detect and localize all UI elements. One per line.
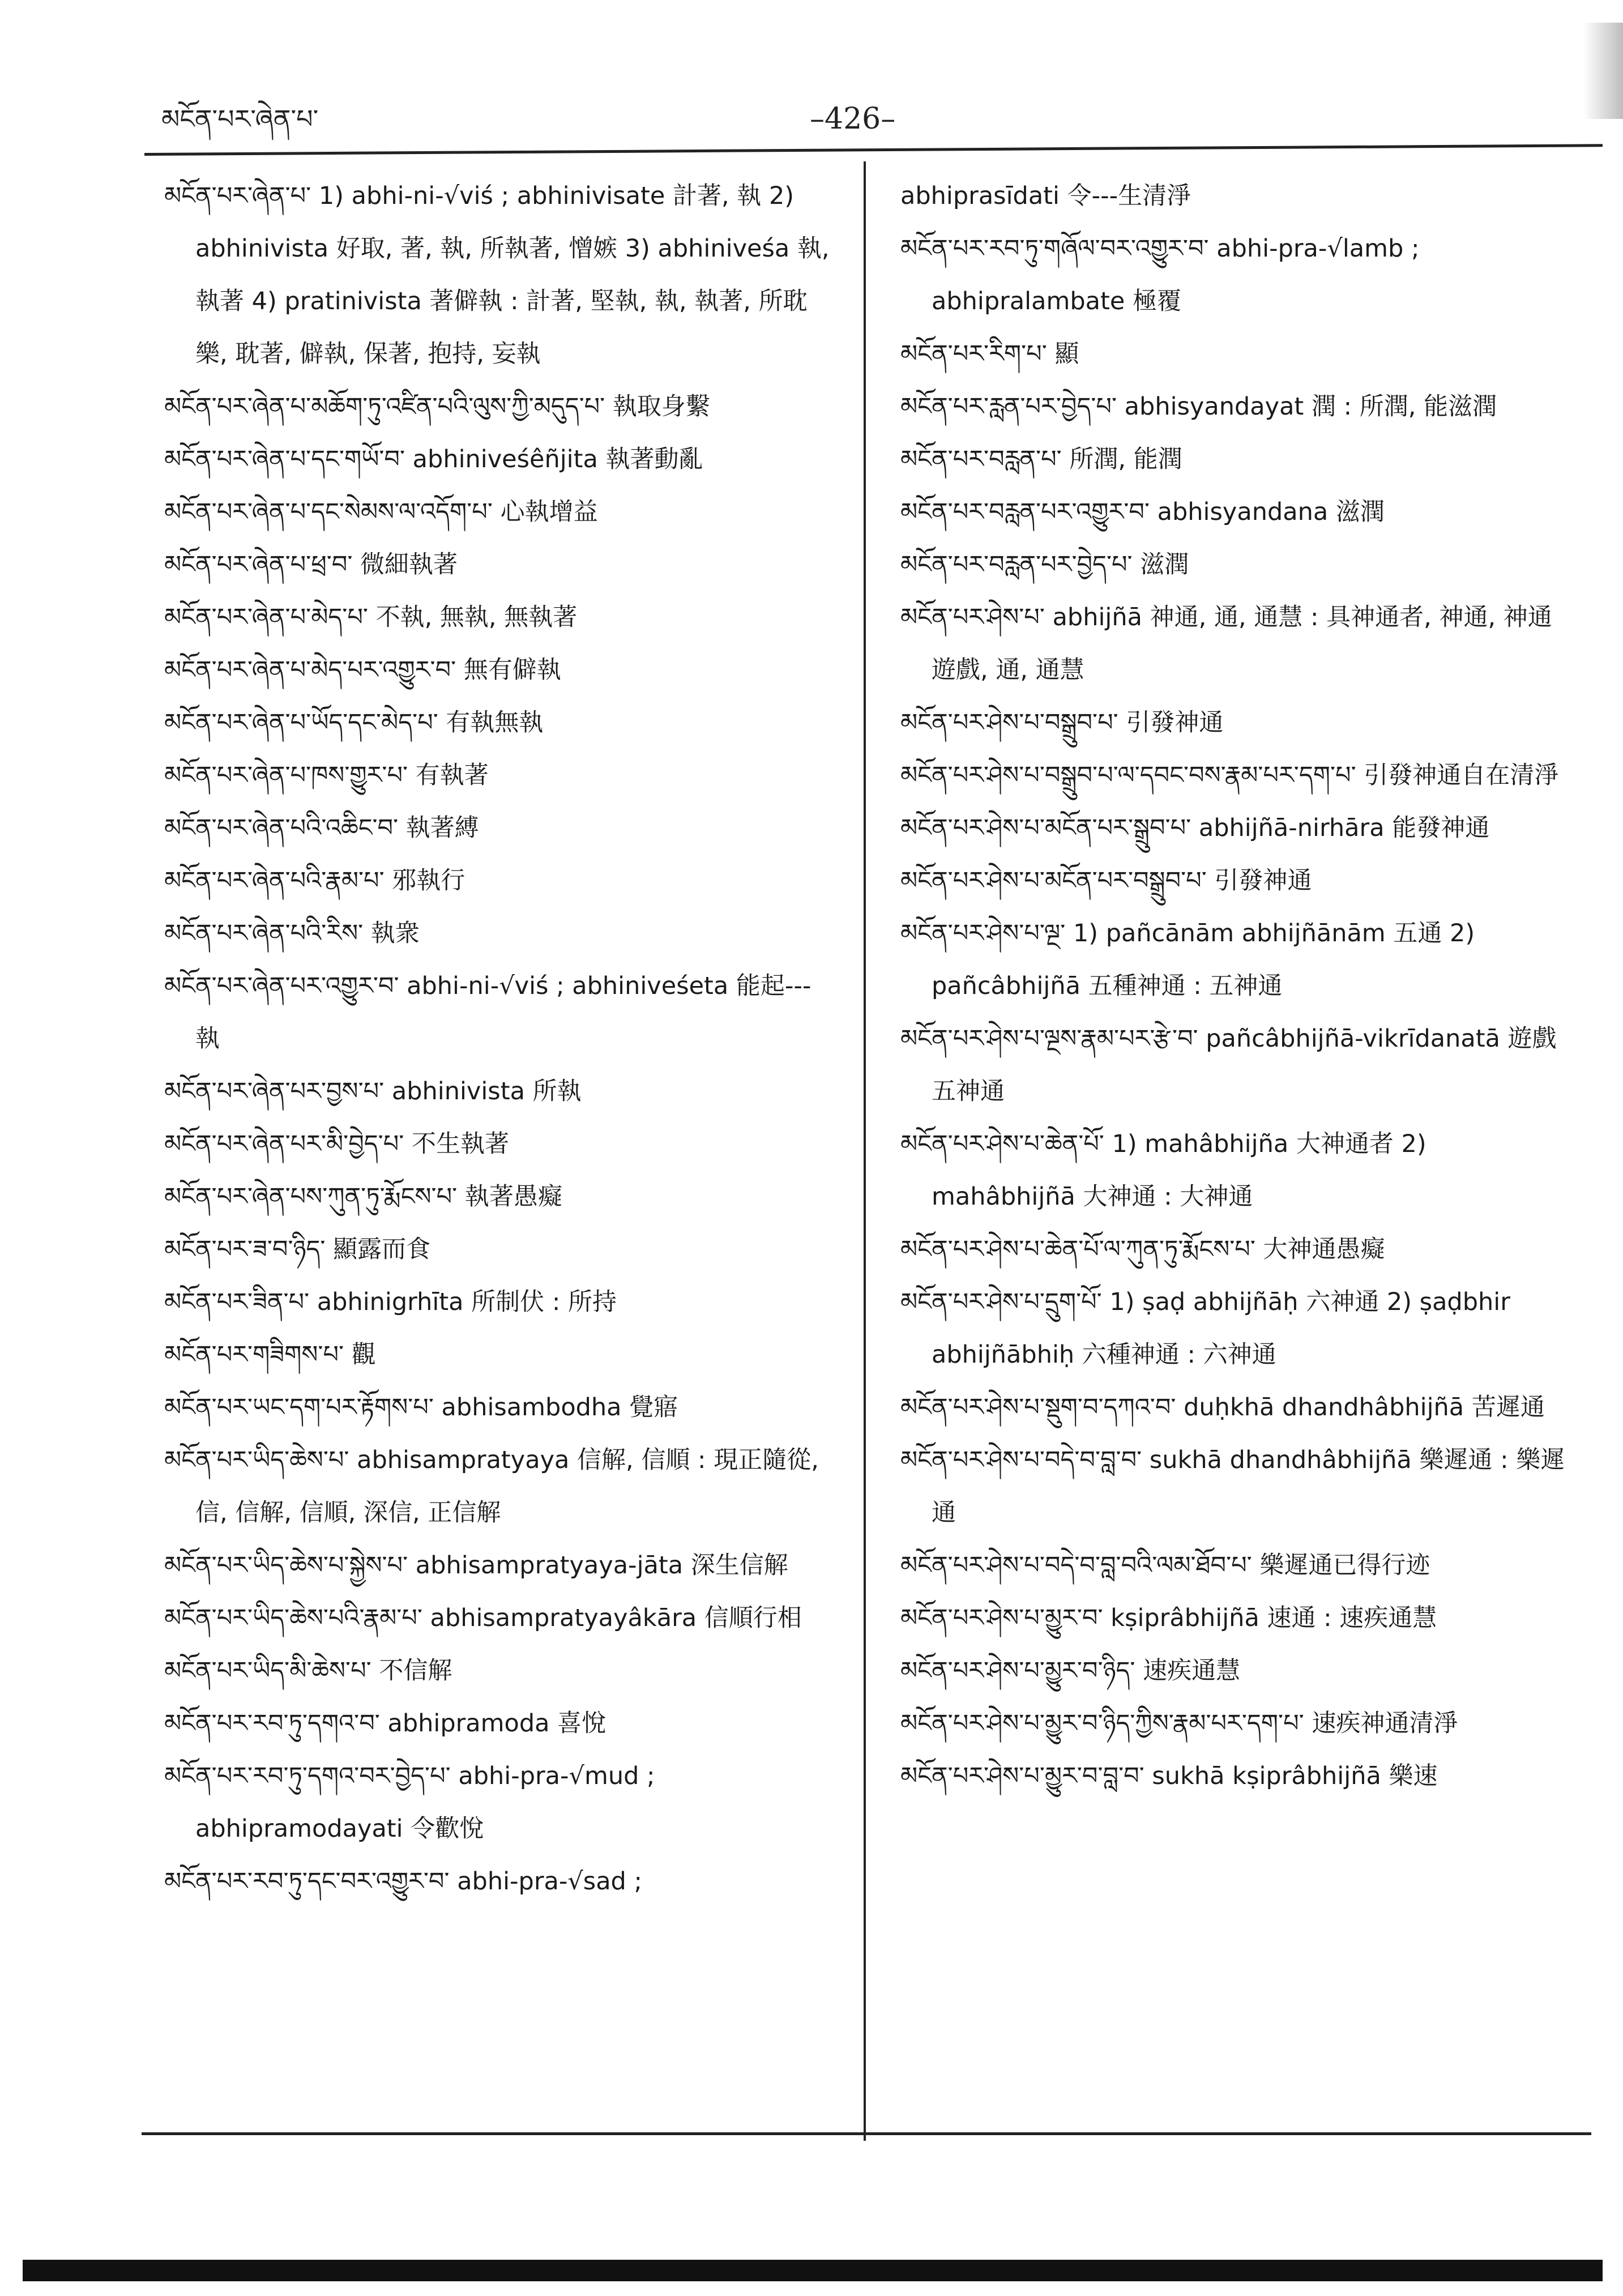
dictionary-entry: མངོན་པར་ཞེན་པ་ཁས་གྱུར་པ་ 有執著 xyxy=(164,761,489,789)
page-number: –426– xyxy=(810,102,896,136)
dictionary-entry: མངོན་པར་ཞེན་པར་བྱས་པ་ abhinivista 所執 xyxy=(164,1077,582,1106)
dictionary-entry: མངོན་པར་བརླན་པར་བྱེད་པ་ 滋潤 xyxy=(900,550,1189,579)
dictionary-entry: abhiprasīdati 令---生清淨 xyxy=(900,182,1191,210)
dictionary-entry: མངོན་པར་རབ་ཏུ་གཞོལ་བར་འགྱུར་བ་ abhi-pra-√lamb ; abhipralambate 極覆 xyxy=(900,234,1420,315)
running-head: མངོན་པར་ཞེན་པ་ xyxy=(161,104,319,134)
right-column xyxy=(900,170,1569,1803)
dictionary-entry: མངོན་པར་ཞེན་པའི་འཆིང་བ་ 執著縛 xyxy=(164,814,479,842)
dictionary-entry: མངོན་པར་ཤེས་པ་ལྔ་ 1) pañcānām abhijñānām 五通 2) pañcâbhijñā 五種神通 : 五神通 xyxy=(900,919,1475,1000)
dictionary-entry: མངོན་པར་ཞེན་པ་མེད་པར་འགྱུར་བ་ 無有僻執 xyxy=(164,656,561,684)
footer-rule xyxy=(142,2132,1591,2135)
dictionary-entry: མངོན་པར་ཤེས་པ་མྱུར་བ་ kṣiprâbhijñā 速通 : 速疾通慧 xyxy=(900,1604,1437,1632)
dictionary-entry: མངོན་པར་ཤེས་པ་མྱུར་བ་ཉིད་ཀྱིས་རྣམ་པར་དག་པ་ 速疾神通清淨 xyxy=(900,1709,1458,1738)
dictionary-entry: མངོན་པར་ཤེས་པ་བདེ་བ་བླ་བ་ sukhā dhandhâbhijñā 樂遲通 : 樂遲通 xyxy=(900,1446,1565,1527)
dictionary-entry: མངོན་པར་ཞེན་པ་ 1) abhi-ni-√viś ; abhinivisate 計著, 執 2) abhinivista 好取, 著, 執, 所執著, 憎嫉 3) abhiniveśa 執, 執著 4) pratinivista 著僻執 : 計著, 堅執, 執, 執著, 所耽樂, 耽著, 僻執, 保著, 抱持, 妄執 xyxy=(164,182,830,368)
dictionary-entry: མངོན་པར་རབ་ཏུ་དགའ་བར་བྱེད་པ་ abhi-pra-√mud ; abhipramodayati 令歡悅 xyxy=(164,1762,655,1843)
dictionary-entry: མངོན་པར་ཞེན་པ་དང་སེམས་ལ་འདོག་པ་ 心執增益 xyxy=(164,498,598,526)
dictionary-entry: མངོན་པར་ཟིན་པ་ abhinigrhīta 所制伏 : 所持 xyxy=(164,1288,617,1316)
dictionary-entry: མངོན་པར་ཞེན་པར་འགྱུར་བ་ abhi-ni-√viś ; abhiniveśeta 能起---執 xyxy=(164,972,812,1053)
dictionary-entry: མངོན་པར་ཡང་དག་པར་རྟོགས་པ་ abhisambodha 覺寤 xyxy=(164,1393,678,1422)
dictionary-entry: མངོན་པར་ཞེན་པ་ཡོད་དང་མེད་པ་ 有執無執 xyxy=(164,709,544,737)
dictionary-entry: མངོན་པར་རླན་པར་བྱེད་པ་ abhisyandayat 潤 : 所潤, 能滋潤 xyxy=(900,392,1497,421)
dictionary-entry: མངོན་པར་ཞེན་པར་མི་བྱེད་པ་ 不生執著 xyxy=(164,1130,509,1158)
dictionary-entry: མངོན་པར་ཡིད་ཆེས་པ་ abhisampratyaya 信解, 信順 : 現正隨從, 信, 信解, 信順, 深信, 正信解 xyxy=(164,1446,819,1527)
dictionary-entry: མངོན་པར་ཞེན་པའི་རྣམ་པ་ 邪執行 xyxy=(164,867,465,895)
dictionary-entry: མངོན་པར་ཞེན་པའི་རིས་ 執衆 xyxy=(164,919,420,948)
dictionary-entry: མངོན་པར་ཤེས་པ་མངོན་པར་བསྒྲུབ་པ་ 引發神通 xyxy=(900,867,1312,895)
dictionary-entry: མངོན་པར་ཤེས་པ་མངོན་པར་སྒྲུབ་པ་ abhijñā-nirhāra 能發神通 xyxy=(900,814,1490,842)
dictionary-entry: མངོན་པར་ཤེས་པ་དྲུག་པོ་ 1) ṣaḍ abhijñāḥ 六神通 2) ṣaḍbhir abhijñābhiḥ 六種神通 : 六神通 xyxy=(900,1288,1510,1369)
dictionary-entry: མངོན་པར་ཤེས་པ་བསྒྲུབ་པ་ 引發神通 xyxy=(900,709,1224,737)
dictionary-entry: མངོན་པར་ཤེས་པ་ཆེན་པོ་ལ་ཀུན་ཏུ་རྨོངས་པ་ 大神通愚癡 xyxy=(900,1235,1385,1264)
scan-edge-bar xyxy=(23,2260,1603,2281)
dictionary-entry: མངོན་པར་ཤེས་པ་ལྔས་རྣམ་པར་རྩེ་བ་ pañcâbhijñā-vikrīdanatā 遊戲五神通 xyxy=(900,1025,1557,1106)
header-rule xyxy=(144,144,1603,156)
dictionary-entry: མངོན་པར་ཞེན་པས་ཀུན་ཏུ་རྨོངས་པ་ 執著愚癡 xyxy=(164,1183,562,1211)
dictionary-entry: མངོན་པར་ཡིད་ཆེས་པ་སྐྱེས་པ་ abhisampratyaya-jāta 深生信解 xyxy=(164,1551,788,1580)
dictionary-entry: མངོན་པར་ཤེས་པ་བསྒྲུབ་པ་ལ་དབང་བས་རྣམ་པར་དག་པ་ 引發神通自在清淨 xyxy=(900,761,1559,789)
dictionary-entry: མངོན་པར་ཤེས་པ་མྱུར་བ་ཉིད་ 速疾通慧 xyxy=(900,1657,1241,1685)
dictionary-entry: མངོན་པར་ཟ་བ་ཉིད་ 顯露而食 xyxy=(164,1235,431,1264)
column-divider xyxy=(864,161,866,2141)
scan-corner-mark xyxy=(1583,23,1623,119)
dictionary-entry: མངོན་པར་ཞེན་པ་དང་གཡོ་བ་ abhiniveśêñjita 執著動亂 xyxy=(164,445,703,473)
dictionary-entry: མངོན་པར་ཡིད་མི་ཆེས་པ་ 不信解 xyxy=(164,1657,452,1685)
dictionary-entry: མངོན་པར་གཟིགས་པ་ 觀 xyxy=(164,1341,376,1369)
dictionary-entry: མངོན་པར་ཤེས་པ་ abhijñā 神通, 通, 通慧 : 具神通者, 神通, 神通遊戲, 通, 通慧 xyxy=(900,603,1552,684)
dictionary-entry: མངོན་པར་ཞེན་པ་མཆོག་ཏུ་འཛིན་པའི་ལུས་ཀྱི་མདུད་པ་ 執取身繫 xyxy=(164,392,710,421)
dictionary-entry: མངོན་པར་རིག་པ་ 顯 xyxy=(900,340,1079,368)
dictionary-entry: མངོན་པར་བརླན་པ་ 所潤, 能潤 xyxy=(900,445,1182,473)
left-column xyxy=(164,170,832,1908)
dictionary-entry: མངོན་པར་བརླན་པར་འགྱུར་བ་ abhisyandana 滋潤 xyxy=(900,498,1385,526)
dictionary-entry: མངོན་པར་ཤེས་པ་སྡུག་བ་དཀའ་བ་ duḥkhā dhandhâbhijñā 苦遲通 xyxy=(900,1393,1545,1422)
dictionary-entry: མངོན་པར་རབ་ཏུ་དགའ་བ་ abhipramoda 喜悅 xyxy=(164,1709,607,1738)
dictionary-entry: མངོན་པར་རབ་ཏུ་དང་བར་འགྱུར་བ་ abhi-pra-√sad ; xyxy=(164,1867,643,1896)
dictionary-entry: མངོན་པར་ཤེས་པ་ཆེན་པོ་ 1) mahâbhijña 大神通者 2) mahâbhijñā 大神通 : 大神通 xyxy=(900,1130,1426,1211)
dictionary-entry: མངོན་པར་ཤེས་པ་བདེ་བ་བླ་བའི་ལམ་ཐོབ་པ་ 樂遲通已得行迹 xyxy=(900,1551,1430,1580)
dictionary-entry: མངོན་པར་ཞེན་པ་མེད་པ་ 不執, 無執, 無執著 xyxy=(164,603,578,631)
dictionary-entry: མངོན་པར་ཤེས་པ་མྱུར་བ་བླ་བ་ sukhā kṣiprâbhijñā 樂速 xyxy=(900,1762,1438,1790)
dictionary-entry: མངོན་པར་ཡིད་ཆེས་པའི་རྣམ་པ་ abhisampratyayâkāra 信順行相 xyxy=(164,1604,802,1632)
dictionary-entry: མངོན་པར་ཞེན་པ་ཕྲ་བ་ 微細執著 xyxy=(164,550,458,579)
